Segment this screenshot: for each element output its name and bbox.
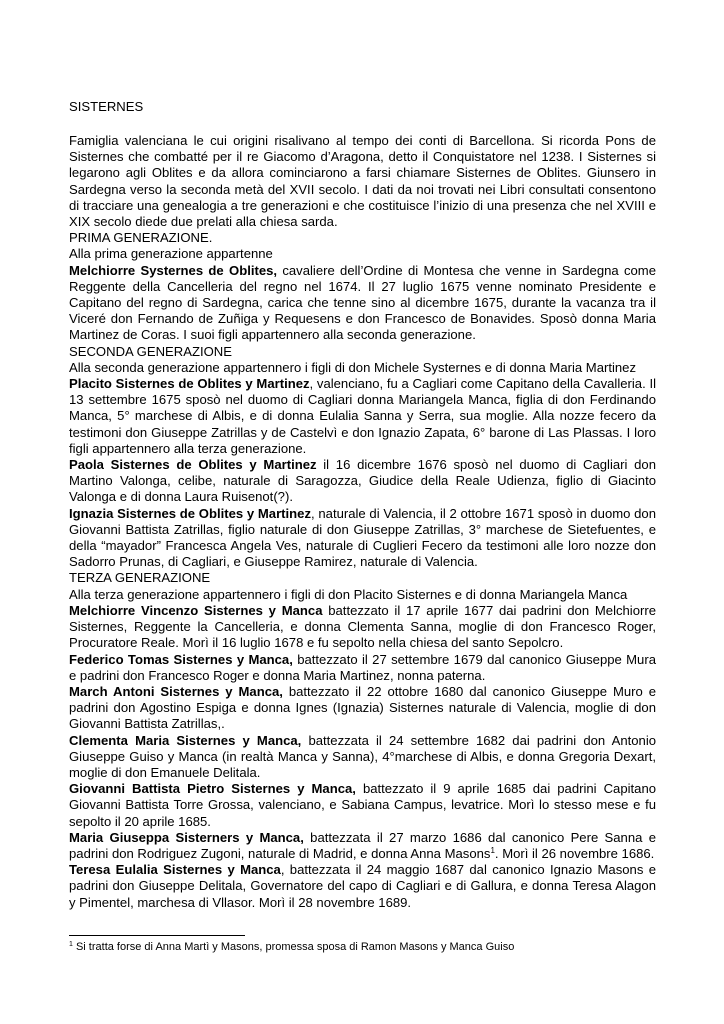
gen1-heading: PRIMA GENERAZIONE. <box>69 230 213 246</box>
entry-text: cavaliere dell’Ordine di Montesa che venne in Sardegna come Reggente della Cancelleria del regno nel 1674. Il 27 luglio 1675 venne nominato Presidente e Capitano del regno di Sardegna, carica che tenne sino al dicembre 1675, durante la vacanza tra il Viceré don Fernando de Zuñiga y Requesens e don Francesco de Bonavides. Sposò donna Maria Martinez de Coras. I suoi figli appartennero alla seconda generazione. <box>69 262 656 343</box>
entry-name: Melchiorre Vincenzo Sisternes y Manca <box>69 602 323 618</box>
entry-melchiorre-systernes <box>69 263 656 344</box>
entry-paola <box>69 457 656 506</box>
entry-name: Melchiorre Systernes de Oblites, <box>69 262 278 278</box>
entry-teresa-eulalia <box>69 862 656 911</box>
entry-text: battezzata il 27 marzo 1686 dal canonico Pere Sanna e padrini don Rodriguez Zugoni, naturale di Madrid, e donna Anna Masons <box>69 829 656 861</box>
entry-text: battezzato il 22 ottobre 1680 dal canonico Giuseppe Muro e padrini don Agostino Espiga e donna Ignes (Ignazia) Sisternes naturale di Valencia, moglie di don Giovanni Battista Zatrillas,. <box>69 683 656 732</box>
entry-melchiorre-vincenzo <box>69 603 656 652</box>
entry-giovanni-battista-pietro <box>69 781 656 830</box>
entry-text: battezzato il 9 aprile 1685 dai padrini Capitano Giovanni Battista Torre Grossa, valenciano, e Sabiana Campus, levatrice. Morì lo stesso mese e fu sepolto il 20 aprile 1685. <box>69 781 657 829</box>
footnote-text: Si tratta forse di Anna Martì y Masons, promessa sposa di Ramon Masons y Manca Guiso <box>72 941 515 953</box>
entry-maria-giuseppa <box>69 830 656 862</box>
entry-name: Maria Giuseppa Sisterners y Manca, <box>69 829 304 845</box>
entry-ignazia <box>69 506 656 571</box>
entry-text-continued: . Morì il 26 novembre 1686. <box>494 845 655 861</box>
entry-name: Giovanni Battista Pietro Sisternes y Manca, <box>69 781 356 797</box>
entry-name: Clementa Maria Sisternes y Manca, <box>69 732 302 748</box>
entry-federico-tomas <box>69 652 656 684</box>
document-body <box>69 133 656 911</box>
gen3-heading: TERZA GENERAZIONE <box>69 570 211 586</box>
entry-name: March Antoni Sisternes y Manca, <box>69 683 283 699</box>
footnote <box>69 940 514 954</box>
entry-name: Ignazia Sisternes de Oblites y Martinez <box>69 505 312 521</box>
entry-text: , naturale di Valencia, il 2 ottobre 1671 sposò in duomo don Giovanni Battista Zatrillas, figlio naturale di don Giuseppe Zatrillas, 3° marchese de Sietefuentes, e della “mayador” Francesca Angela Ves, naturale di Cuglieri Fecero da testimoni alle loro nozze don Sadorro Prunas, di Cagliari, e Giuseppe Ramirez, naturale di Valencia. <box>69 505 657 570</box>
document-title: SISTERNES <box>69 99 144 114</box>
entry-text: , battezzata il 24 maggio 1687 dal canonico Ignazio Masons e padrini don Giuseppe Delitala, Governatore del capo di Cagliari e di Gallura, e donna Teresa Alagon y Pimentel, marchesa di Vllasor. Morì il 28 novembre 1689. <box>69 862 656 910</box>
entry-text: , valenciano, fu a Cagliari come Capitano della Cavalleria. Il 13 settembre 1675 sposò nel duomo di Cagliari donna Mariangela Manca, figlia di don Ferdinando Manca, 5° marchese di Albis, e di donna Eulalia Sanna y Serra, sua moglie. Alla nozze fecero da testimoni don Giuseppe Zatrillas y de Castelvì e don Ignazio Zapata, 6° barone di Las Plassas. I loro figli appartennero alla terza generazione. <box>69 376 656 456</box>
gen3-lead: Alla terza generazione appartennero i figli di don Placito Sisternes e di donna Mariangela Manca <box>69 586 628 602</box>
intro-paragraph: Famiglia valenciana le cui origini risalivano al tempo dei conti di Barcellona. Si ricorda Pons de Sisternes che combatté per il re Giacomo d’Aragona, detto il Conquistatore nel 1238. I Sisternes si legarono agli Oblites e da allora cominciarono a farsi chiamare Sisternes de Oblites. Giunsero in Sardegna verso la seconda metà del XVII secolo. I dati da noi trovati nei Libri consultati consentono di tracciare una genealogia a tre generazioni e che costituisce l’inizio di una presenza che nel XVIII e XIX secolo diede due prelati alla chiesa sarda. <box>69 133 656 230</box>
footnote-mark: 1 <box>69 941 73 948</box>
entry-text: il 16 dicembre 1676 sposò nel duomo di Cagliari don Martino Valonga, celibe, naturale di Saragozza, Giudice della Reale Udienza, figlio di Giacinto Valonga e di donna Laura Ruisenot(?). <box>69 457 656 505</box>
entry-text: battezzato il 27 settembre 1679 dal canonico Giuseppe Mura e padrini don Francesco Roger e donna Maria Martinez, nonna paterna. <box>69 651 656 683</box>
entry-name: Teresa Eulalia Sisternes y Manca <box>69 862 281 878</box>
entry-name: Placito Sisternes de Oblites y Martinez <box>69 376 310 392</box>
entry-march-antoni <box>69 684 656 733</box>
footnote-separator <box>69 935 245 936</box>
entry-name: Federico Tomas Sisternes y Manca, <box>69 651 293 667</box>
entry-placito <box>69 376 656 457</box>
gen1-lead: Alla prima generazione appartenne <box>69 246 273 262</box>
entry-text: battezzato il 17 aprile 1677 dai padrini don Melchiorre Sisternes, Reggente la Cancelleria, e donna Clementa Sanna, moglie di don Francesco Roger, Procuratore Reale. Morì il 16 luglio 1678 e fu sepolto nella chiesa del santo Sepolcro. <box>69 602 656 651</box>
footnote-reference[interactable]: 1 <box>490 845 495 855</box>
entry-clementa-maria <box>69 733 656 782</box>
gen2-heading: SECONDA GENERAZIONE <box>69 343 232 359</box>
entry-text: battezzata il 24 settembre 1682 dai padrini don Antonio Giuseppe Guiso y Manca (in realtà Manca y Sanna), 4°marchese di Albis, e donna Gregoria Dexart, moglie di don Emanuele Delitala. <box>69 732 657 780</box>
entry-name: Paola Sisternes de Oblites y Martinez <box>69 457 317 473</box>
gen2-lead: Alla seconda generazione appartennero i figli di don Michele Systernes e di donna Maria Martinez <box>69 359 637 375</box>
